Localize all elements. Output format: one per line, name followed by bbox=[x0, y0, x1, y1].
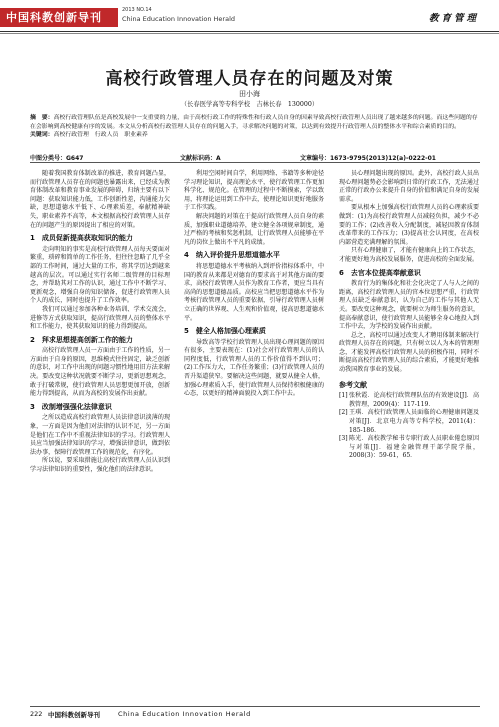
article-number: 文章编号：1673-9795(2013)12(a)-0222-01 bbox=[300, 155, 436, 162]
column-3-paragraph-2: 要从根本上加强高校行政管理人员的心理素质要做到：(1)为高校行政管理人员减轻负担，减少不必要的工作；(2)改善收入分配制度，减轻因教育体制改革带来的工作压力；(3)提高社会认同度，在高校内部营造充满理解的氛围。 bbox=[339, 204, 479, 246]
footer-rule bbox=[30, 706, 480, 707]
header-rule bbox=[0, 31, 499, 32]
issue-number: 2013 NO.14 bbox=[122, 7, 152, 13]
abstract bbox=[30, 114, 480, 140]
footer-journal-name: 中国科教创新导刊 bbox=[48, 711, 100, 719]
reference-item: [1] 张秋霞．论高校行政管理队伍的有效建设[J]．高教管理，2009(4)：117-119． bbox=[339, 392, 479, 408]
section-1-paragraph-2: 我们可以通过参加各种业务培训、学术交流会，进修等方式获取知识，提高行政管理人员的整体水平和工作能力，使其获取知识的能力得到提高。 bbox=[30, 305, 170, 331]
section-4-heading: 4 纳入评价提升思想道德水平 bbox=[184, 251, 280, 260]
column-3 bbox=[339, 170, 479, 461]
section-2-paragraph: 高校行政管理人员一方面由于工作的性质，另一方面由于自身的原因，思维模式往往固定，缺乏创新的意识，对工作中出现的问题习惯性地用旧方法来解决。要改变这种状况就要不断学习，更新思想观念，敢于打破常规，使行政管理人员思想更加开放，创新能力得到提高，从而为高校的发展作出贡献。 bbox=[30, 347, 170, 398]
section-5-heading: 5 健全人格加强心理素质 bbox=[184, 327, 266, 336]
page-number: 222 bbox=[30, 710, 43, 718]
article-title: 高校行政管理人员存在的问题及对策 bbox=[105, 69, 394, 89]
document-code: 文献标识码：A bbox=[180, 155, 221, 162]
column-2-paragraph-2: 解决问题的对策在于提高行政管理人员自身的素质，加强职业道德培养，建立健全各项规章制度，通过严格的考核和奖惩机制，让行政管理人员能够在平凡的岗位上做出不平凡的成绩。 bbox=[184, 212, 324, 246]
clc-number: 中图分类号：G647 bbox=[30, 155, 84, 162]
section-6-heading: 6 去官本位提高奉献意识 bbox=[339, 268, 421, 277]
column-3-paragraph-3: 只有心理健康了，才能有健康向上的工作状态，才能更好地为高校发展服务，促进高校的全面发展。 bbox=[339, 247, 479, 263]
keywords: 高校行政管理 行政人员 职业素养 bbox=[53, 132, 148, 139]
column-2-paragraph: 利用空闲时间自学，利用网络、书籍等多种途径学习理论知识，提高理论水平，使行政管理工作更加科学化、规范化。在管理的过程中不断摸索，学以致用，将理论运用到工作中去，使理论知识更好地服务于工作实践。 bbox=[184, 170, 324, 212]
abstract-label: 摘 要： bbox=[30, 115, 54, 121]
section-4-paragraph: 将思想道德水平考核纳入到评价指标体系中，中国的教育从来都是对德育的要求高于对其他方面的要求，高校行政管理人员作为教育工作者，更应当具有高尚的思想道德品质。高校应当把思想道德水平作为考核行政管理人员的重要依据，引导行政管理人员树立正确的世界观、人生观和价值观，提高思想道德水平。 bbox=[184, 262, 324, 322]
section-1-paragraph: 走向明知的事实是高校行政管理人员每天要面对繁重，琐碎和简单的工作任务，但往往忽略了几乎全部的工作时间，通过大量的工作，将其学历达到越来越高的层次。可以通过实行名师二级管理的目标理念，并帮助其对工作的认识，通过工作中不断学习、更新观念，增强自身的知识储备，促进行政管理人员个人的成长，同时也提升了工作效率。 bbox=[30, 245, 170, 305]
section-6-paragraph-2: 总之，高校可以通过改变人才聘用体制来解决行政管理人员存在的问题，只有树立以人为本的管理理念，才能发挥高校行政管理人员的积极作用，同时不断提高高校行政管理人员的综合素质，才能更好地推动我国教育事业的发展。 bbox=[339, 331, 479, 374]
section-3-paragraph-2: 所以说，要采取措施让高校行政管理人员认识到学习法律知识的重要性，强化他们的法律意识。 bbox=[30, 457, 170, 473]
section-1-heading: 1 成员促新提高获取知识的能力 bbox=[30, 234, 133, 243]
affiliation: （长春医学高等专科学校 吉林长春 130000） bbox=[180, 101, 319, 108]
journal-logo: 中国科教创新导刊 bbox=[0, 8, 118, 27]
references-list bbox=[339, 392, 479, 461]
section-3-paragraph: 之所以造成高校行政管理人员法律意识淡薄的现象，一方面是因为他们对法律的认识不足，另一方面是他们在工作中不重视法律知识的学习。行政管理人员应当加强法律知识的学习，增强法律意识，做到依法办事，保障行政管理工作的规范化，有序化。 bbox=[30, 414, 170, 456]
header-rule-thin bbox=[0, 33, 499, 34]
author: 田小海 bbox=[239, 90, 260, 98]
section-2-heading: 2 拜求思想提高创新工作的能力 bbox=[30, 335, 133, 344]
masthead bbox=[0, 0, 499, 44]
abstract-text: 高校行政管理队伍是高校发展中一支重要的力量，由于高校行政工作的特殊性和行政人员自身的因素导致高校行政管理人员出现了越来越多的问题。而这些问题的存在会影响到高校健康有序的发展。本文从分析高校行政管理人员存在的问题入手，寻求解决问题的对策，以达到有效提升行政管理人员的整体水平和综合素质的目的。 bbox=[30, 115, 478, 130]
references-heading: 参考文献 bbox=[339, 380, 367, 389]
keywords-label: 关键词： bbox=[30, 132, 54, 139]
column-3-paragraph: 员心理问题出现的原因。此外，高校行政人员出现心理问题势必会影响到日常的行政工作，无法通过正常的行政办公来提升自身的价值和满足自身的发展需求。 bbox=[339, 170, 479, 203]
section-3-heading: 3 改制增强强化法律意识 bbox=[30, 402, 112, 411]
reference-item: [3] 陈光．高校教学秘书专职行政人员职业倦怠原因与对策[J]．福建金融管理干部学院学报，2008(3)：59-61，65． bbox=[339, 435, 479, 460]
journal-english-name: China Education Innovation Herald bbox=[122, 15, 236, 23]
section-tag: 教育管理 bbox=[428, 13, 479, 24]
abstract-rule bbox=[30, 162, 480, 163]
footer-journal-english: China Education Innovation Herald bbox=[118, 710, 251, 718]
section-6-paragraph: 教育行为的集体化和社会化决定了人与人之间的距离，高校行政管理人员的官本位思想严重，行政管理人员缺乏奉献意识，认为自己的工作与其他人无关。要改变这种观念，就要树立为师生服务的意识，提高奉献意识，使行政管理人员能够全身心地投入到工作中去，为学校的发展作出贡献。 bbox=[339, 280, 479, 331]
reference-item: [2] 王琪．高校行政管理人员面临的心理健康问题及对策[J]．北京电力高等专科学校，2011(4)：185-186． bbox=[339, 409, 479, 434]
column-1 bbox=[30, 170, 170, 475]
intro-paragraph: 随着我国教育体制改革的推进，教育问题凸显，而行政管理人员存在的问题也暴露出来，已经成为教育体制改革和教育事业发展的障碍，归纳主要有以下问题：获取知识能力低，工作创新性差，沟通能力欠缺，思想道德水平低下、心理素质差，奉献精神缺失，职业素养不高等，本文根据高校行政管理人员存在的问题产生的原因提出了相应的对策。 bbox=[30, 170, 170, 229]
section-5-paragraph: 导致高等学校行政管理人员出现心理问题的原因有很多，主要表现在：(1)社会对行政管理人员的认同程度低，行政管理人员的工作价值得不到认可；(2)工作压力大，工作任务繁重；(3)行政管理人员的晋升渠道狭窄。要解决这些问题，就要从健全人格，加强心理素质入手，使行政管理人员保持积极健康的心态，以更好的精神面貌投入到工作中去。 bbox=[184, 338, 324, 398]
column-2 bbox=[184, 170, 324, 399]
